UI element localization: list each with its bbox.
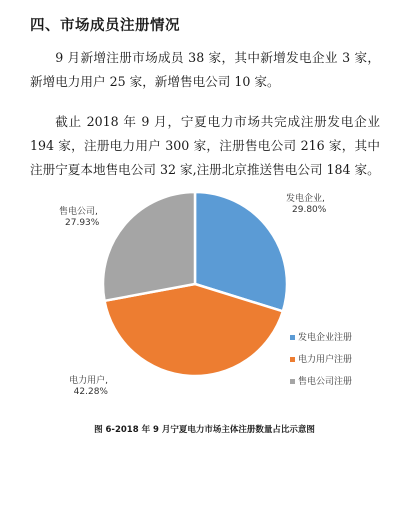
paragraph-new-registrations: 9 月新增注册市场成员 38 家，其中新增发电企业 3 家，新增电力用户 25 家，新增售电公司 10 家。 bbox=[30, 50, 380, 89]
legend-swatch-2 bbox=[290, 357, 295, 362]
legend-entry-1: 发电企业注册 bbox=[298, 333, 353, 343]
slice-label-2: 电力用户, 42.28% bbox=[69, 376, 108, 397]
legend-swatch-3 bbox=[290, 379, 295, 384]
pie-chart bbox=[0, 184, 409, 419]
slice-label-1: 发电企业, 29.80% bbox=[286, 194, 327, 215]
legend-entry-2: 电力用户注册 bbox=[298, 355, 353, 365]
slice-label-3: 售电公司, 27.93% bbox=[59, 207, 100, 228]
pie-slices bbox=[103, 192, 287, 376]
legend-swatch-1 bbox=[290, 335, 295, 340]
figure-caption: 图 6-2018 年 9 月宁夏电力市场主体注册数量占比示意图 bbox=[94, 425, 315, 435]
legend-entry-3: 售电公司注册 bbox=[298, 377, 353, 387]
chart-legend bbox=[290, 331, 352, 387]
section-heading: 四、市场成员注册情况 bbox=[30, 18, 180, 34]
paragraph-cumulative-registrations: 截止 2018 年 9 月，宁夏电力市场共完成注册发电企业 194 家，注册电力用户 300 家，注册售电公司 216 家，其中注册宁夏本地售电公司 32 家,注册北京推送售电公司 184 家。 bbox=[30, 114, 380, 177]
pie-slice-3 bbox=[103, 192, 195, 301]
